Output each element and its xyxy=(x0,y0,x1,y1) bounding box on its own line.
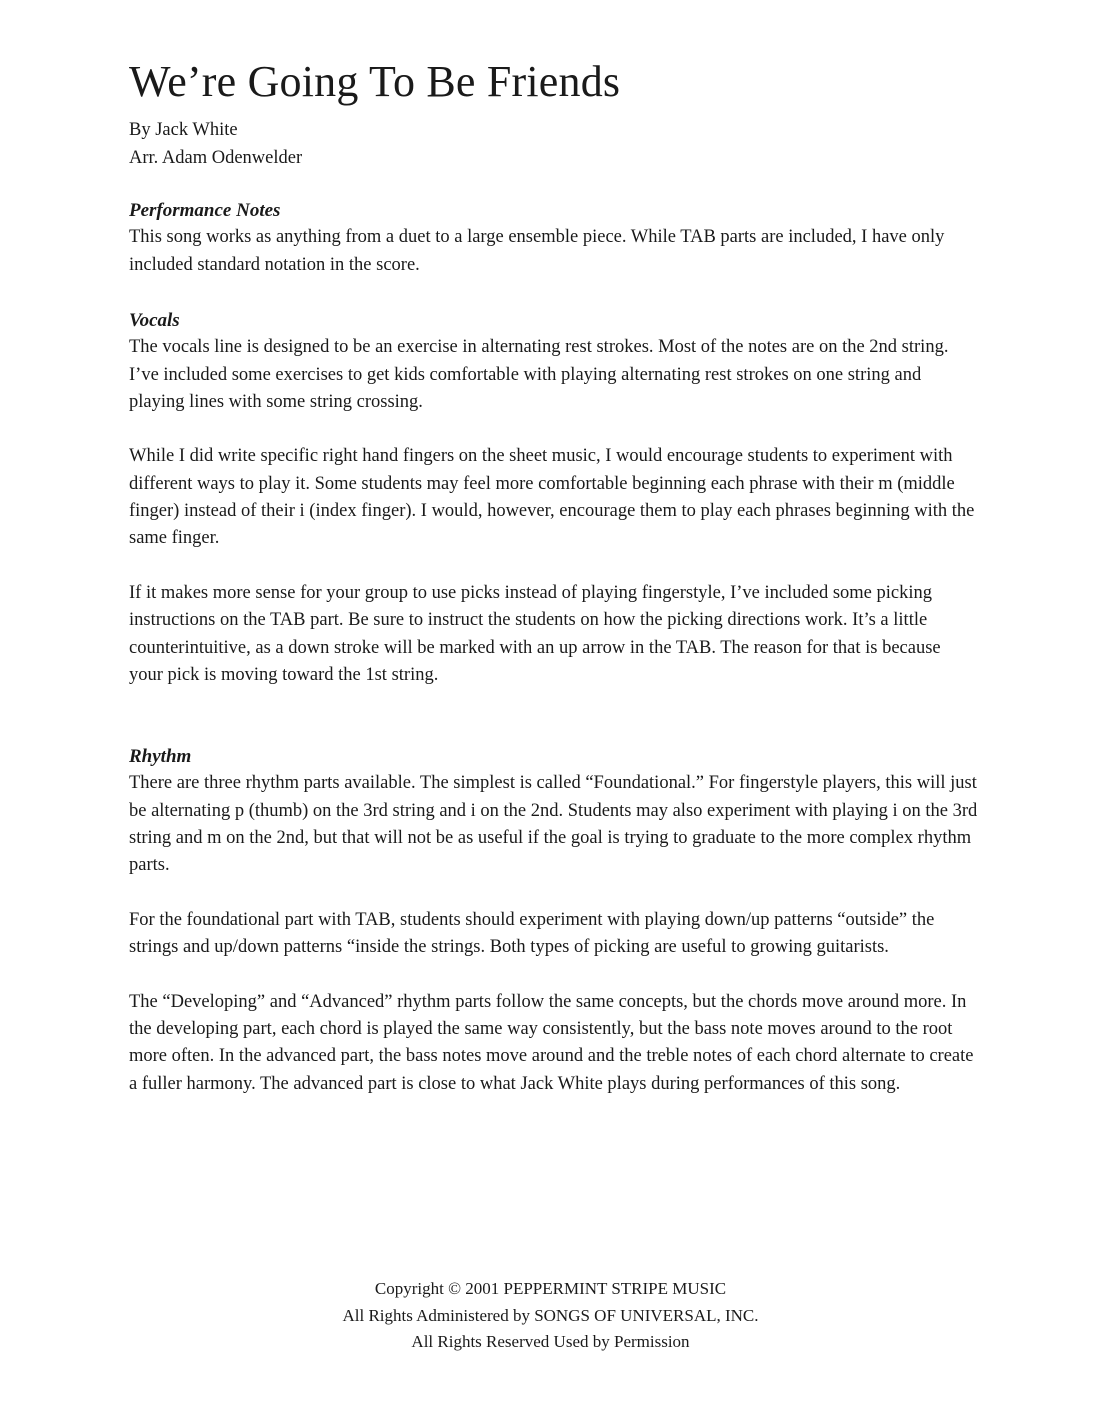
section-heading: Performance Notes xyxy=(129,200,281,221)
page-title: We’re Going To Be Friends xyxy=(129,57,621,106)
credits xyxy=(129,117,302,172)
paragraph: While I did write specific right hand fingers on the sheet music, I would encourage students to experiment with different ways to play it. Some students may feel more comfortable beginning each phrase with their m (middle finger) instead of their i (index finger). I would, however, encourage them to play each phrases beginning with the same finger. xyxy=(129,446,975,549)
section-rhythm xyxy=(129,743,979,1098)
reserved-line: All Rights Reserved Used by Permission xyxy=(411,1332,690,1351)
paragraph: The “Developing” and “Advanced” rhythm parts follow the same concepts, but the chords move around more. In the developing part, each chord is played the same way consistently, but the bass note moves around to the root more often. In the advanced part, the bass notes move around and the treble notes of each chord alternate to create a fuller harmony. The advanced part is close to what Jack White plays during performances of this song. xyxy=(129,991,974,1094)
section-heading: Rhythm xyxy=(129,746,192,767)
section-vocals xyxy=(129,307,979,689)
paragraph: For the foundational part with TAB, students should experiment with playing down/up patterns “outside” the strings and up/down patterns “inside the strings. Both types of picking are useful to growing guitarists. xyxy=(129,909,935,958)
paragraph: The vocals line is designed to be an exercise in alternating rest strokes. Most of the notes are on the 2nd string. I’ve included some exercises to get kids comfortable with playing alternating rest strokes on one string and playing lines with some string crossing. xyxy=(129,337,949,412)
paragraph: This song works as anything from a duet to a large ensemble piece. While TAB parts are included, I have only included standard notation in the score. xyxy=(129,227,945,275)
section-heading: Vocals xyxy=(129,310,180,331)
copyright-footer xyxy=(0,1276,1101,1356)
copyright-line: Copyright © 2001 PEPPERMINT STRIPE MUSIC xyxy=(374,1279,727,1298)
author-line: By Jack White xyxy=(129,120,238,140)
administered-line: All Rights Administered by SONGS OF UNIVERSAL, INC. xyxy=(342,1305,759,1325)
paragraph: If it makes more sense for your group to use picks instead of playing fingerstyle, I’ve included some picking instructions on the TAB part. Be sure to instruct the students on how the picking directions work. It’s a little counterintuitive, as a down stroke will be marked with an up arrow in the TAB. The reason for that is because your pick is moving toward the 1st string. xyxy=(129,582,941,685)
section-performance-notes xyxy=(129,197,979,279)
paragraph: There are three rhythm parts available. The simplest is called “Foundational.” For fingerstyle players, this will just be alternating p (thumb) on the 3rd string and i on the 2nd. Students may also experiment with playing i on the 3rd string and m on the 2nd, but that will not be as useful if the goal is trying to graduate to the more complex rhythm parts. xyxy=(129,773,978,876)
arranger-line: Arr. Adam Odenwelder xyxy=(129,147,303,168)
